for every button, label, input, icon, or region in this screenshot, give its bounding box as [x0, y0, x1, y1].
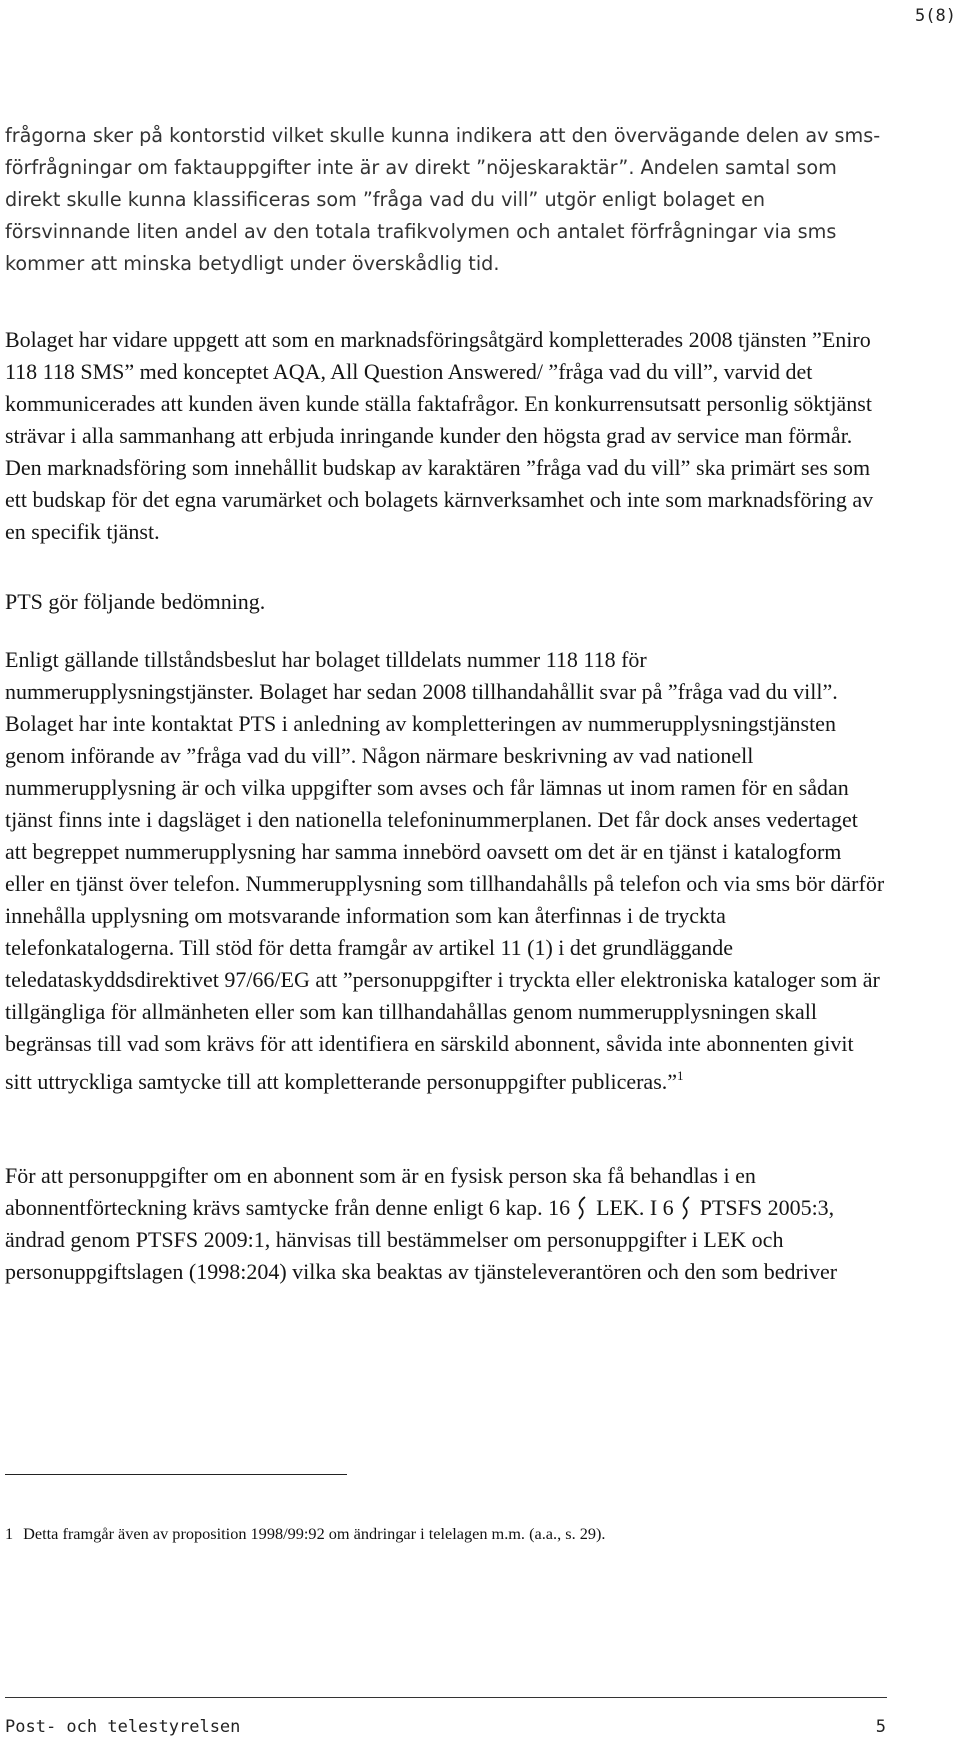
section-sign-icon [576, 1195, 590, 1221]
page-number: 5(8) [915, 6, 956, 26]
footer-page-number: 5 [875, 1717, 886, 1737]
paragraph-assessment-heading [5, 586, 885, 618]
paragraph-intro: frågorna sker på kontorstid vilket skulle kunna indikera att den övervägande delen av sms-förfrågningar om faktauppgifter inte är av direkt ”nöjeskaraktär”. Andelen samtal som direkt skulle kunna klassificeras som ”fråga vad du vill” utgör enligt bolaget en försvinnande liten andel av den totala trafikvolymen och antalet förfrågningar via sms kommer att minska betydligt under överskådlig tid. [5, 124, 881, 275]
footnote-text: Detta framgår även av proposition 1998/99:92 om ändringar i telelagen m.m. (a.a., s. 29). [23, 1524, 606, 1543]
paragraph-consent [5, 1160, 885, 1288]
paragraph-body-part2: LEK. I 6 [596, 1195, 674, 1220]
paragraph-body: Enligt gällande tillståndsbeslut har bolaget tilldelats nummer 118 118 för nummerupplysningstjänster. Bolaget har sedan 2008 tillhandahållit svar på ”fråga vad du vill”. Bolaget har inte kontaktat PTS i anledning av kompletteringen av nummerupplysningstjänsten genom införande av ”fråga vad du vill”. Någon närmare beskrivning av vad nationell nummerupplysning är och vilka uppgifter som avses och får lämnas ut inom ramen för en sådan tjänst finns inte i dagsläget i den nationella telefoninummerplanen. Det får dock anses vedertaget att begreppet nummerupplysning har samma innebörd oavsett om det är en tjänst i katalogform eller en tjänst över telefon. Nummerupplysning som tillhandahålls på telefon och via sms bör därför innehålla upplysning om motsvarande information som kan återfinnas i de tryckta telefonkatalogerna. Till stöd för detta framgår av artikel 11 (1) i det grundläggande teledataskyddsdirektivet 97/66/EG att ”personuppgifter i tryckta eller elektroniska kataloger som är tillgängliga för allmänheten eller som kan tillhandahållas genom nummerupplysningen skall begränsas till vad som krävs för att identifiera en särskild abonnent, såvida inte abonnenten givit sitt uttryckliga samtycke till att kompletterande personuppgifter publiceras.” [5, 647, 885, 1094]
section-sign-icon [680, 1195, 694, 1221]
footnote-reference[interactable]: 1 [677, 1068, 684, 1083]
paragraph-body-part3: PTSFS 2005:3, ändrad genom PTSFS 2009:1, hänvisas till bestämmelser om personuppgifter i LEK och personuppgiftslagen (1998:204) vilka ska beaktas av tjänsteleverantören och den som bedriver [5, 1195, 838, 1284]
paragraph-text: Bolaget har vidare uppgett att som en marknadsföringsåtgärd kompletterades 2008 tjänsten ”Eniro 118 118 SMS” med konceptet AQA, All Question Answered/ ”fråga vad du vill”, varvid det kommunicerades att kunden även kunde ställa faktafrågor. En konkurrensutsatt personlig söktjänst strävar i alla sammanhang att erbjuda inringande kunder den högsta grad av service man förmår. Den marknadsföring som innehållit budskap av karaktären ”fråga vad du vill” ska primärt ses som ett budskap för det egna varumärket och bolagets kärnverksamhet och inte som marknadsföring av en specifik tjänst. [5, 327, 874, 544]
paragraph-text: PTS gör följande bedömning. [5, 589, 266, 614]
footnote-divider [5, 1474, 347, 1475]
footnote-number: 1 [5, 1524, 14, 1543]
paragraph-text [5, 1160, 885, 1288]
paragraph-text [5, 644, 885, 1098]
paragraph-body-part1: För att personuppgifter om en abonnent som är en fysisk person ska få behandlas i en abonnentförteckning krävs samtycke från denne enligt 6 kap. 16 [5, 1163, 756, 1220]
footer-organization: Post- och telestyrelsen [5, 1717, 241, 1737]
footnote [5, 1524, 905, 1544]
paragraph-company-statement [5, 324, 885, 548]
footer-divider [5, 1697, 887, 1698]
paragraph-assessment [5, 644, 885, 1098]
